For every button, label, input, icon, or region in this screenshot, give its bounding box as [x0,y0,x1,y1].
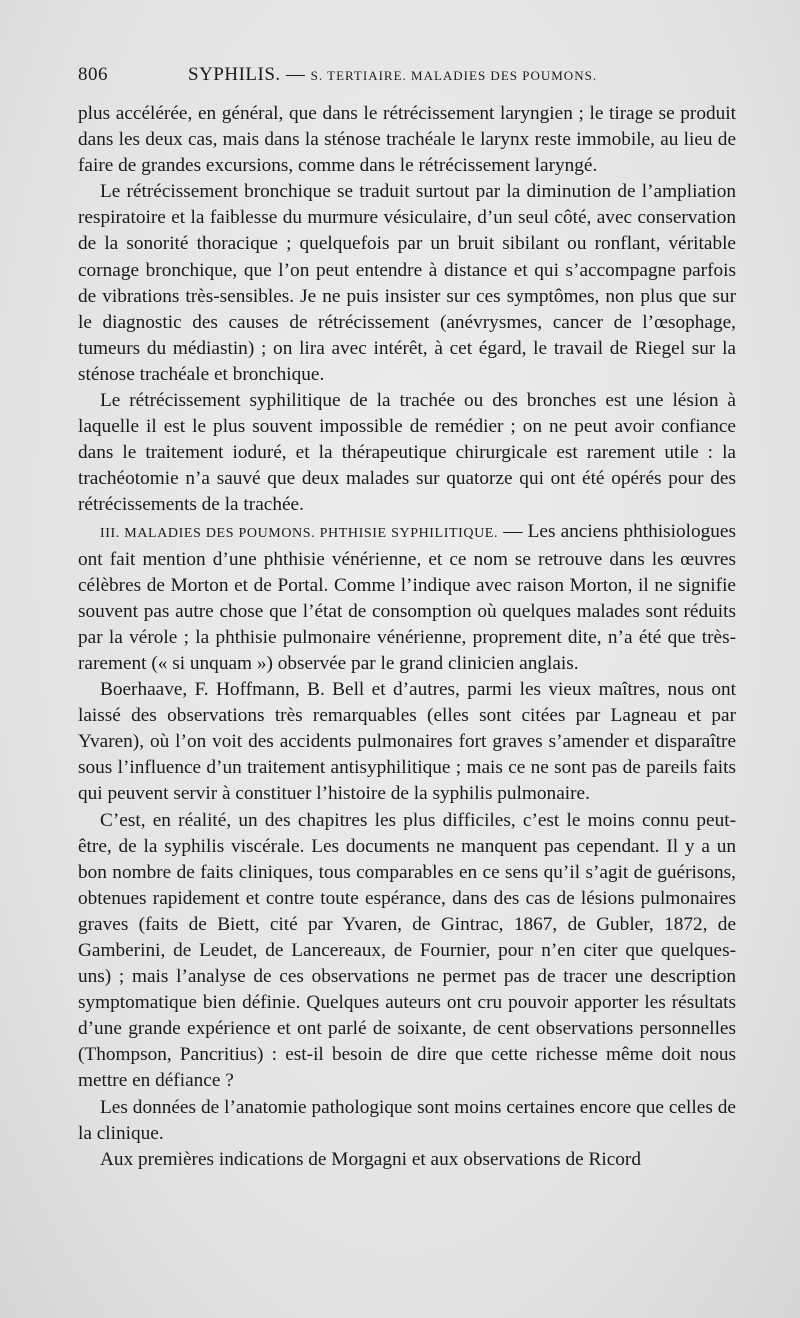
paragraph-text: Aux premières indications de Morgagni et aux observations de Ricord [100,1148,641,1170]
section-title: S. TERTIAIRE. MALADIES DES POUMONS. [310,68,598,83]
page-number: 806 [78,64,108,85]
paragraph-8 [78,1147,736,1173]
paragraph-text: Le rétrécissement syphilitique de la trachée ou des bronches est une lésion à laquelle il est le plus souvent impossible de remédier ; on ne peut avoir confiance dans le traitement ioduré, et la thérapeutique chirurgicale est rarement utile : la trachéotomie n’a sauvé que deux malades sur quatorze qui ont été opérés pour des rétrécissements de la trachée. [78,390,736,516]
paragraph-text: plus accélérée, en général, que dans le rétrécissement laryngien ; le tirage se produit dans les deux cas, mais dans la sténose trachéale le larynx reste immobile, au lieu de faire de grandes excursions, comme dans le rétrécissement laryngé. [78,103,736,177]
paragraph-text: Le rétrécissement bronchique se traduit surtout par la diminution de l’ampliation respiratoire et la faiblesse du murmure vésiculaire, d’un seul côté, avec conservation de la sonorité thoracique ; quelquefois par un bruit sibilant ou ronflant, véritable cornage bronchique, que l’on peut entendre à distance et qui s’accompagne parfois de vibrations très-sensibles. Je ne puis insister sur ces symptômes, non plus que sur le diagnostic des causes de rétrécissement (anévrysmes, cancer de l’œsophage, tumeurs du médiastin) ; on lira avec intérêt, à cet égard, le travail de Riegel sur la sténose trachéale et bronchique. [78,181,736,385]
body-text [78,101,736,1173]
section-heading: III. MALADIES DES POUMONS. PHTHISIE SYPHILITIQUE. [100,525,499,541]
paragraph-text: Boerhaave, F. Hoffmann, B. Bell et d’autres, parmi les vieux maîtres, nous ont laissé des observations très remarquables (elles sont citées par Lagneau et par Yvaren), où l’on voit des accidents pulmonaires fort graves s’amender et disparaître sous l’influence d’un traitement antisyphilitique ; mais ce ne sont pas de pareils faits qui peuvent servir à constituer l’histoire de la syphilis pulmonaire. [78,679,736,805]
paragraph-text: C’est, en réalité, un des chapitres les plus difficiles, c’est le moins connu peut-être, de la syphilis viscérale. Les documents ne manquent pas cependant. Il y a un bon nombre de faits cliniques, tous comparables en ce sens qu’il s’agit de guérisons, obtenues rapidement et contre toute espérance, dans des cas de lésions pulmonaires graves (faits de Biett, cité par Yvaren, de Gintrac, 1867, de Gubler, 1872, de Gamberini, de Leudet, de Lancereaux, de Fournier, pour n’en citer que quelques-uns) ; mais l’analyse de ces observations ne permet pas de tracer une description symptomatique bien définie. Quelques auteurs ont cru pouvoir apporter les résultats d’une grande expérience et ont parlé de soixante, de cent observations personnelles (Thompson, Pancritius) : est-il besoin de dire que cette richesse même doit nous mettre en défiance ? [78,809,736,1092]
running-title [188,64,597,86]
paragraph-text: Les données de l’anatomie pathologique sont moins certaines encore que celles de la clinique. [78,1096,736,1144]
paragraph-2 [78,179,736,388]
paragraph-6 [78,808,736,1095]
title-main: SYPHILIS. [188,64,281,85]
paragraph-4 [78,519,736,678]
paragraph-7 [78,1095,736,1147]
paragraph-3 [78,388,736,518]
paragraph-1 [78,101,736,179]
paragraph-5 [78,677,736,807]
title-dash: — [285,64,306,85]
running-head [78,64,738,92]
paragraph-text: — Les anciens phthisiologues ont fait mention d’une phthisie vénérienne, et ce nom se retrouve dans les œuvres célèbres de Morton et de Portal. Comme l’indique avec raison Morton, il ne signifie souvent pas autre chose que l’état de consomption où quelques malades sont réduits par la vérole ; la phthisie pulmonaire vénérienne, proprement dite, n’a été que très-rarement (« si unquam ») observée par le grand clinicien anglais. [78,520,736,674]
